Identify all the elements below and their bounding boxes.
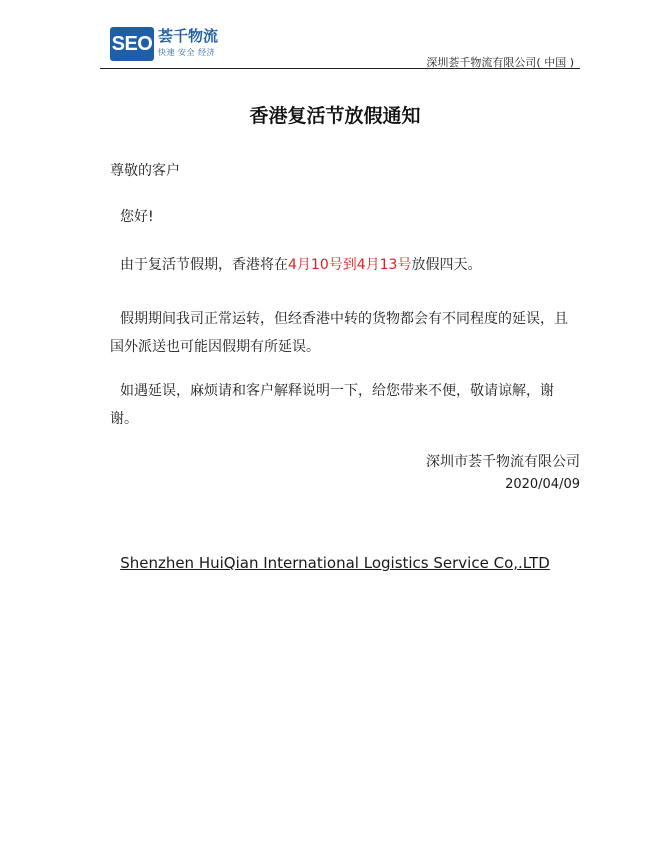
letterhead: [100, 24, 580, 70]
p1-lead-text: 由于复活节假期，香港将在: [120, 257, 288, 273]
signature-date: 2020/04/09: [505, 477, 580, 492]
logo-tagline: 快速 安全 经济: [158, 48, 216, 57]
logo-brand-name: 荟千物流: [158, 27, 219, 45]
company-logo: SEO: [110, 27, 154, 61]
header-company-name: 深圳荟千物流有限公司( 中国 ): [426, 56, 574, 69]
signature-company: 深圳市荟千物流有限公司: [426, 454, 580, 470]
delay-notice-paragraph: 假期期间我司正常运转，但经香港中转的货物都会有不同程度的延误，且国外派送也可能因假期有所延误。: [110, 311, 568, 355]
holiday-date-range: 4月10号到4月13号: [288, 257, 412, 273]
header-divider: [100, 68, 580, 69]
apology-paragraph: 如遇延误，麻烦请和客户解释说明一下，给您带来不便，敬请谅解，谢谢。: [110, 383, 554, 427]
greeting: 尊敬的客户: [110, 163, 180, 179]
english-company-name: Shenzhen HuiQian International Logistics Service Co,.LTD: [120, 554, 550, 572]
salutation: 您好!: [120, 209, 154, 225]
notice-title: 香港复活节放假通知: [249, 105, 421, 127]
holiday-dates-paragraph: [120, 251, 590, 279]
p1-trailing-text: 放假四天。: [411, 257, 482, 273]
